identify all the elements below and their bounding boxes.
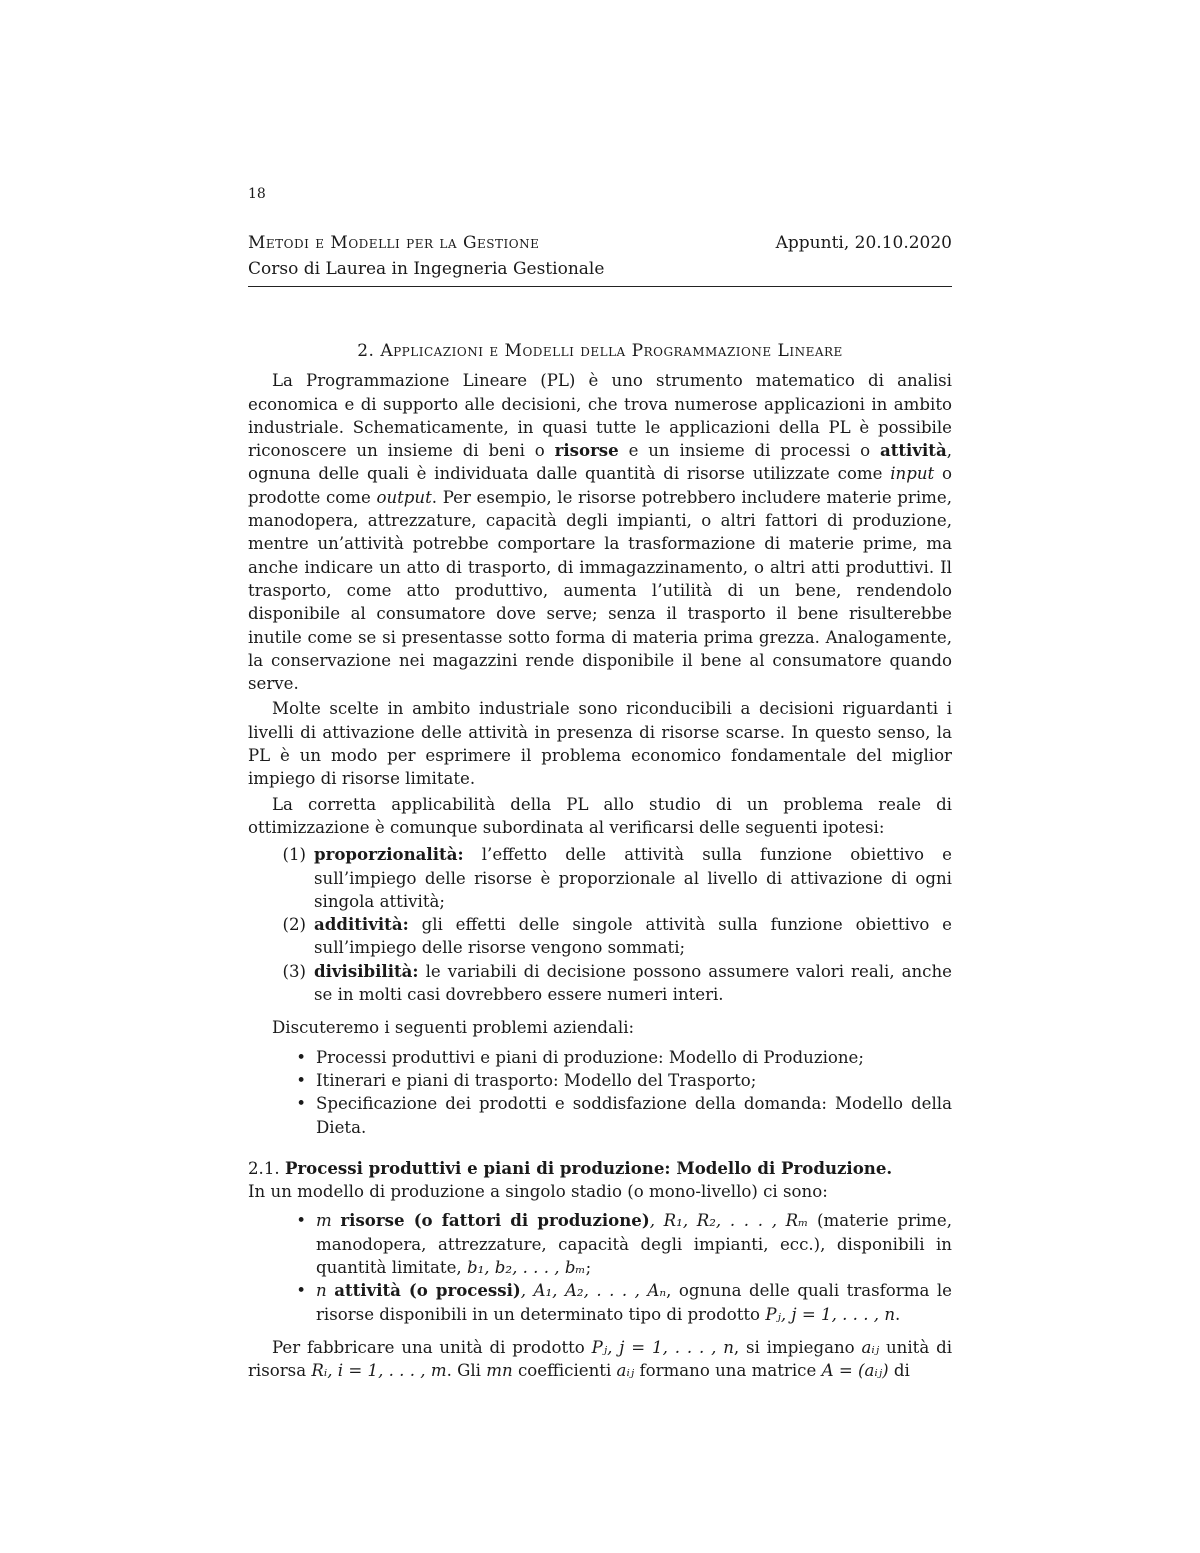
item-text — [314, 843, 952, 913]
text-run: ; — [585, 1257, 592, 1277]
text-run: . Per esempio, le risorse potrebbero includere materie prime, manodopera, attrezzature, capacità degli impianti, o altri fattori di produzione, mentre un’attività potrebbe comportare la trasformazione di materie prime, ma anche indicare un atto di trasporto, di immagazzinamento, o altri atti produttivi. Il trasporto, come atto produttivo, aumenta l’utilità di un bene, rendendolo disponibile al consumatore dove serve; senza il trasporto il bene risulterebbe inutile come se si presentasse sotto forma di materia prima grezza. Analogamente, la conservazione nei magazzini rende disponibile il bene al consumatore quando serve. — [248, 487, 953, 694]
bullet-icon: • — [296, 1211, 306, 1231]
text-run: gli effetti delle singole attività sulla funzione obiettivo e sull’impiego delle risorse vengono sommati; — [314, 915, 952, 958]
term-risorse: risorse — [554, 440, 619, 461]
math-expr: A = (aᵢⱼ) — [821, 1361, 889, 1381]
hypotheses-list — [248, 843, 952, 1006]
text-run: coefficienti — [512, 1361, 617, 1381]
course-title: Metodi e Modelli per la Gestione — [248, 233, 540, 253]
model-items-list — [248, 1209, 952, 1325]
math-list: b₁, b₂, . . . , bₘ — [466, 1257, 586, 1277]
text-run: . — [895, 1304, 901, 1324]
term: divisibilità: — [314, 960, 419, 981]
list-item — [248, 1279, 952, 1326]
item-text — [316, 1279, 952, 1326]
page-number: 18 — [248, 186, 266, 202]
item-text — [316, 1209, 952, 1279]
problems-list — [248, 1046, 952, 1139]
item-number: (2) — [282, 915, 306, 935]
item-text: Itinerari e piani di trasporto: Modello del Trasporto; — [316, 1070, 757, 1090]
list-item — [248, 1092, 952, 1139]
item-number: (1) — [282, 845, 306, 865]
list-item — [248, 1209, 952, 1279]
math-expr: aᵢⱼ — [861, 1337, 880, 1357]
list-item — [248, 1069, 952, 1092]
item-text — [314, 913, 952, 960]
date-label: Appunti, 20.10.2020 — [775, 233, 952, 253]
item-number: (3) — [282, 961, 306, 981]
bullet-icon: • — [296, 1281, 306, 1301]
item-text — [314, 960, 952, 1007]
math-expr: aᵢⱼ — [616, 1361, 635, 1381]
term: attività (o processi) — [334, 1280, 521, 1301]
item-text: Specificazione dei prodotti e soddisfazione della domanda: Modello della Dieta. — [316, 1094, 952, 1137]
text-run: di — [888, 1361, 910, 1381]
paragraph-matrix — [248, 1336, 952, 1383]
text-run: La Programmazione Lineare (PL) è uno strumento matematico di analisi economica e di supporto alle decisioni, che trova numerose applicazioni in ambito industriale. Schematicamente, in quasi tutte le applicazioni della PL è possibile riconoscere un insieme di beni o — [248, 371, 952, 461]
list-item — [248, 913, 952, 960]
subsection-heading — [248, 1157, 952, 1180]
term-output: output — [376, 487, 432, 507]
paragraph-choices: Molte scelte in ambito industriale sono riconducibili a decisioni riguardanti i livelli di attivazione delle attività in presenza di risorse scarse. In questo senso, la PL è un modo per esprimere il problema economico fondamentale del miglior impiego di risorse limitate. — [248, 699, 952, 789]
paragraph-problems-intro: Discuteremo i seguenti problemi aziendali: — [272, 1018, 635, 1038]
term-attivita: attività — [879, 440, 947, 461]
list-item — [248, 843, 952, 913]
list-item — [248, 1046, 952, 1069]
text-run: Per fabbricare una unità di prodotto — [272, 1337, 592, 1357]
math-var: m — [316, 1211, 332, 1231]
math-list: Pⱼ, j = 1, . . . , n — [765, 1304, 896, 1324]
subsection-title: Processi produttivi e piani di produzione: Modello di Produzione. — [284, 1157, 893, 1178]
paragraph-model-intro: In un modello di produzione a singolo stadio (o mono-livello) ci sono: — [248, 1182, 828, 1202]
paragraph-intro — [248, 369, 952, 695]
text-run: . Gli — [446, 1361, 487, 1381]
math-list: , R₁, R₂, . . . , Rₘ — [649, 1211, 809, 1231]
text-run: (materie prime, manodopera, attrezzature, capacità degli impianti, ecc.), disponibili in quantità limitate, — [316, 1211, 953, 1277]
text-run: e un insieme di processi o — [618, 441, 880, 461]
text-run: , ognuna delle quali trasforma le risorse disponibili in un determinato tipo di prodotto — [316, 1281, 952, 1324]
math-expr: mn — [486, 1361, 513, 1381]
term: risorse (o fattori di produzione) — [340, 1210, 650, 1231]
section-title: 2. Applicazioni e Modelli della Programmazione Lineare — [357, 341, 843, 361]
math-expr: Rᵢ, i = 1, . . . , m — [311, 1361, 447, 1381]
page-body — [248, 340, 952, 1382]
bullet-icon: • — [296, 1094, 306, 1114]
text-run: , ognuna delle quali è individuata dalle quantità di risorse utilizzate come — [248, 441, 952, 484]
text-run: l’effetto delle attività sulla funzione obiettivo e sull’impiego delle risorse è proporzionale al livello di attivazione di ogni singola attività; — [314, 845, 952, 911]
text-run: le variabili di decisione possono assumere valori reali, anche se in molti casi dovrebbero essere numeri interi. — [314, 961, 952, 1005]
math-list: , A₁, A₂, . . . , Aₙ — [520, 1281, 667, 1301]
running-header — [248, 230, 952, 282]
term: proporzionalità: — [314, 844, 464, 865]
math-expr: Pⱼ, j = 1, . . . , n — [591, 1337, 734, 1357]
text-run: formano una matrice — [634, 1361, 822, 1381]
text-run: o prodotte come — [248, 464, 952, 507]
header-rule — [248, 286, 952, 287]
subsection-number: 2.1. — [248, 1158, 280, 1178]
math-var: n — [316, 1281, 327, 1301]
item-text: Processi produttivi e piani di produzione: Modello di Produzione; — [316, 1047, 864, 1067]
text-run: unità di risorsa — [248, 1337, 953, 1381]
degree-label: Corso di Laurea in Ingegneria Gestionale — [248, 259, 605, 279]
bullet-icon: • — [296, 1047, 306, 1067]
bullet-icon: • — [296, 1070, 306, 1090]
term: additività: — [314, 914, 409, 935]
term-input: input — [890, 464, 935, 484]
list-item — [248, 960, 952, 1007]
paragraph-applicability: La corretta applicabilità della PL allo studio di un problema reale di ottimizzazione è comunque subordinata al verificarsi delle seguenti ipotesi: — [248, 794, 952, 837]
text-run: , si impiegano — [733, 1337, 862, 1357]
